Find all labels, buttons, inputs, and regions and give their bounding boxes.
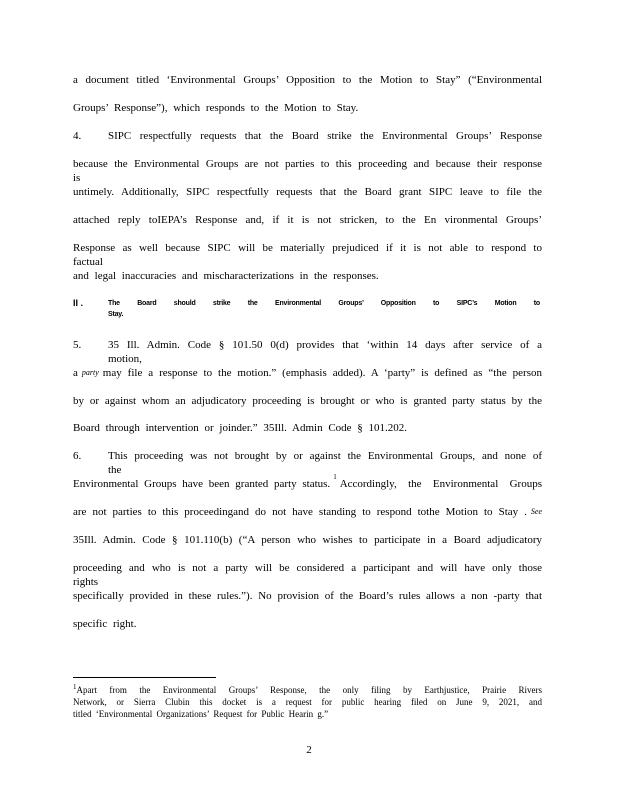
body-line [73, 473, 542, 491]
section-number: II . [73, 298, 84, 308]
footnote-line [73, 684, 542, 696]
body-line [73, 366, 542, 380]
body-text: Accordingly, the Environmental Groups [339, 478, 542, 490]
footnote-marker: 1 [73, 683, 77, 691]
body-text: may file a response to the motion.” (emphasis added). A ‘party” is defined as “the person [102, 367, 542, 379]
body-line: by or against whom an adjudicatory proceeding is brought or who is granted party status by the [73, 395, 542, 407]
section-heading-line: The Board should strike the Environmental Groups’ Opposition to SIPC’s Motion to [108, 300, 540, 307]
body-line: specifically provided in these rules.”). No provision of the Board’s rules allows a non -party that [73, 590, 542, 602]
body-line: specific right. [73, 618, 137, 630]
paragraph-number: 6. [73, 450, 82, 462]
emphasis-text: See [530, 507, 542, 516]
section-heading-line: Stay. [108, 311, 124, 318]
body-text: a [73, 367, 78, 379]
body-line: 35Ill. Admin. Code § 101.110(b) (“A person who wishes to participate in a Board adjudicatory [73, 534, 542, 546]
footnote-reference[interactable]: 1 [333, 473, 337, 481]
body-line: Response as well because SIPC will be materially prejudiced if it is not able to respond to factual [73, 242, 542, 268]
body-line: proceeding and who is not a party will be considered a participant and will have only those rights [73, 562, 542, 588]
footnote-text: Apart from the Environmental Groups’ Response, the only filing by Earthjustice, Prairie Rivers [76, 685, 542, 695]
page-number: 2 [306, 744, 312, 756]
body-line [73, 505, 542, 519]
body-line: a document titled ‘Environmental Groups’ Opposition to the Motion to Stay” (“Environmental [73, 74, 542, 86]
body-line: 35 Ill. Admin. Code § 101.50 0(d) provides that ‘within 14 days after service of a motion, [108, 339, 542, 365]
paragraph-number: 5. [73, 339, 82, 351]
section-heading [108, 298, 540, 320]
body-line: and legal inaccuracies and mischaracterizations in the responses. [73, 270, 379, 282]
footnote-divider [73, 677, 216, 678]
footnote-line: Network, or Sierra Clubin this docket is a request for public hearing filed on June 9, 2021, and [73, 697, 542, 707]
emphasis-text: party [81, 368, 99, 377]
body-line: Board through intervention or joinder.” 35Ill. Admin Code § 101.202. [73, 422, 408, 434]
body-text: are not parties to this proceedingand do not have standing to respond tothe Motion to Stay . [73, 506, 527, 518]
body-text: Environmental Groups have been granted party status. [73, 478, 331, 490]
body-line: untimely. Additionally, SIPC respectfully requests that the Board grant SIPC leave to file the [73, 186, 542, 198]
footnote-line: titled ‘Environmental Organizations’ Request for Public Hearin g.” [73, 709, 329, 719]
body-line: This proceeding was not brought by or against the Environmental Groups, and none of the [108, 450, 542, 476]
body-line: SIPC respectfully requests that the Board strike the Environmental Groups’ Response [108, 130, 542, 142]
body-line: Groups’ Response”), which responds to the Motion to Stay. [73, 102, 359, 114]
body-line: because the Environmental Groups are not parties to this proceeding and because their response is [73, 158, 542, 184]
paragraph-number: 4. [73, 130, 82, 142]
body-line: attached reply toIEPA’s Response and, if it is not stricken, to the En vironmental Groups’ [73, 214, 542, 226]
